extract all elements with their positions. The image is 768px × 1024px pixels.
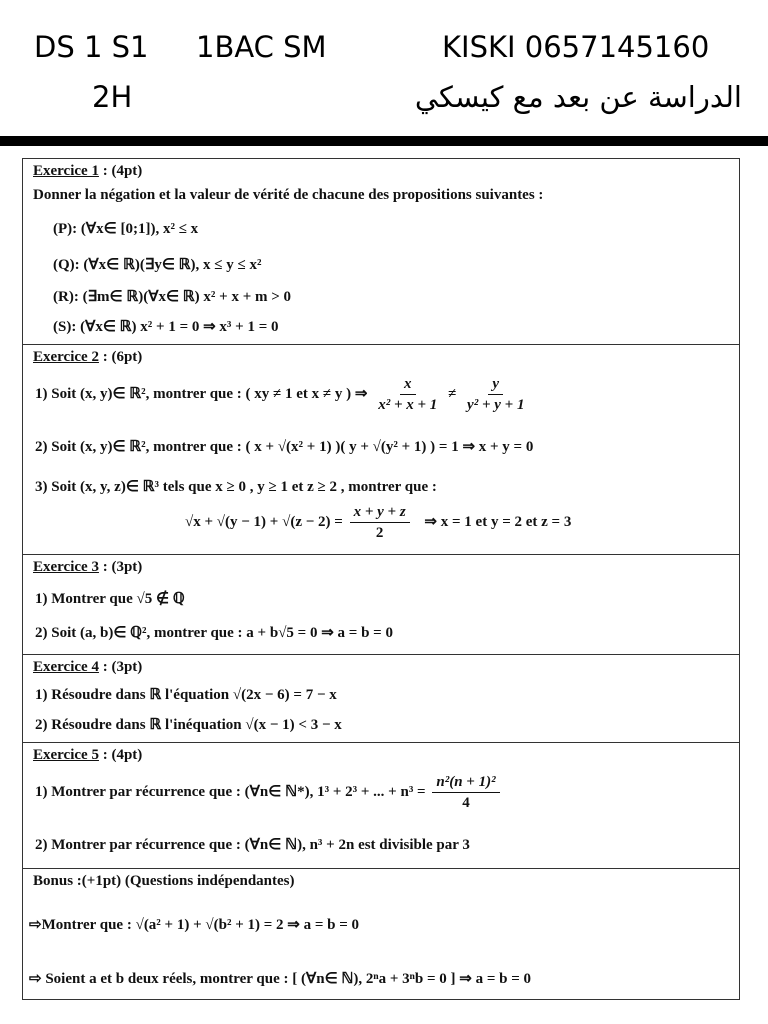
exercise-title xyxy=(33,349,142,366)
proposition-s: (S): (∀x∈ ℝ) x² + 1 = 0 ⇒ x³ + 1 = 0 xyxy=(53,319,279,335)
exercise-title xyxy=(33,559,142,576)
exercise-title-text: Exercice 5 xyxy=(33,747,99,763)
exercise-title-text: Exercice 2 xyxy=(33,349,99,365)
exercise-1 xyxy=(23,159,739,345)
proposition-q: (Q): (∀x∈ ℝ)(∃y∈ ℝ), x ≤ y ≤ x² xyxy=(53,257,262,273)
numerator: y xyxy=(488,375,503,395)
exercise-points: : (3pt) xyxy=(102,559,143,575)
exercise-title-text: Exercice 4 xyxy=(33,659,99,675)
exercise-points: : (4pt) xyxy=(102,747,143,763)
exercise-title xyxy=(33,747,142,764)
exercise-4 xyxy=(23,655,739,743)
denominator: y² + y + 1 xyxy=(467,397,525,413)
fraction xyxy=(432,773,499,812)
exercise-points: : (6pt) xyxy=(102,349,143,365)
instruction: Donner la négation et la valeur de vérité de chacune des propositions suivantes : xyxy=(33,187,544,203)
exercise-title xyxy=(33,659,142,676)
question-text: 1) Montrer par récurrence que : (∀n∈ ℕ*), 1³ + 2³ + ... + n³ = xyxy=(35,783,426,800)
exercise-2 xyxy=(23,345,739,555)
class-level: 1BAC SM xyxy=(196,30,327,64)
exam-sheet xyxy=(22,158,740,1000)
exercise-3 xyxy=(23,555,739,655)
denominator: 4 xyxy=(462,795,470,811)
exam-duration: 2H xyxy=(92,80,133,114)
numerator: n²(n + 1)² xyxy=(432,773,499,793)
exercise-title-text: Exercice 3 xyxy=(33,559,99,575)
exercise-points: : (4pt) xyxy=(102,163,143,179)
header-divider xyxy=(0,136,768,146)
question-text: 1) Soit (x, y)∈ ℝ², montrer que : ( xy ≠ 1 et x ≠ y ) ⇒ xyxy=(35,385,368,402)
bonus-question-2: ⇨ Soient a et b deux réels, montrer que : [ (∀n∈ ℕ), 2ⁿa + 3ⁿb = 0 ] ⇒ a = b = 0 xyxy=(29,971,532,987)
exam-code: DS 1 S1 xyxy=(34,30,149,64)
exercise-5 xyxy=(23,743,739,869)
question-2: 2) Soit (a, b)∈ ℚ², montrer que : a + b√5 = 0 ⇒ a = b = 0 xyxy=(35,625,393,641)
question-1: 1) Montrer que √5 ∉ ℚ xyxy=(35,591,185,607)
question-1: 1) Résoudre dans ℝ l'équation √(2x − 6) = 7 − x xyxy=(35,687,337,703)
arabic-subtitle: الدراسة عن بعد مع كيسكي xyxy=(414,80,742,114)
page-header xyxy=(0,0,768,150)
question-2: 2) Soit (x, y)∈ ℝ², montrer que : ( x + √(x² + 1) )( y + √(y² + 1) ) = 1 ⇒ x + y = 0 xyxy=(35,439,534,455)
exercise-points: : (3pt) xyxy=(102,659,143,675)
question-3-equation xyxy=(185,503,571,542)
bonus-title: Bonus :(+1pt) (Questions indépendantes) xyxy=(33,873,295,889)
exercise-title xyxy=(33,163,142,180)
denominator: 2 xyxy=(375,525,384,541)
proposition-r: (R): (∃m∈ ℝ)(∀x∈ ℝ) x² + x + m > 0 xyxy=(53,289,292,305)
question-2: 2) Montrer par récurrence que : (∀n∈ ℕ), n³ + 2n est divisible par 3 xyxy=(35,837,470,853)
proposition-p: (P): (∀x∈ [0;1]), x² ≤ x xyxy=(53,221,199,237)
fraction xyxy=(463,375,528,414)
question-1 xyxy=(35,375,531,414)
question-2: 2) Résoudre dans ℝ l'inéquation √(x − 1) < 3 − x xyxy=(35,717,342,733)
exercise-title-text: Exercice 1 xyxy=(33,163,99,179)
bonus-question-1: ⇨Montrer que : √(a² + 1) + √(b² + 1) = 2 ⇒ a = b = 0 xyxy=(29,917,360,933)
numerator: x + y + z xyxy=(350,503,410,523)
numerator: x xyxy=(400,375,416,395)
fraction xyxy=(350,503,410,542)
teacher-contact: KISKI 0657145160 xyxy=(442,30,710,64)
equation-right: ⇒ x = 1 et y = 2 et z = 3 xyxy=(424,513,572,530)
denominator: x² + x + 1 xyxy=(378,397,438,413)
not-equal-sign: ≠ xyxy=(448,385,457,402)
question-1 xyxy=(35,773,503,812)
fraction xyxy=(374,375,441,414)
question-3: 3) Soit (x, y, z)∈ ℝ³ tels que x ≥ 0 , y ≥ 1 et z ≥ 2 , montrer que : xyxy=(35,479,437,495)
bonus-section xyxy=(23,869,739,999)
equation-left: √x + √(y − 1) + √(z − 2) = xyxy=(185,513,343,530)
